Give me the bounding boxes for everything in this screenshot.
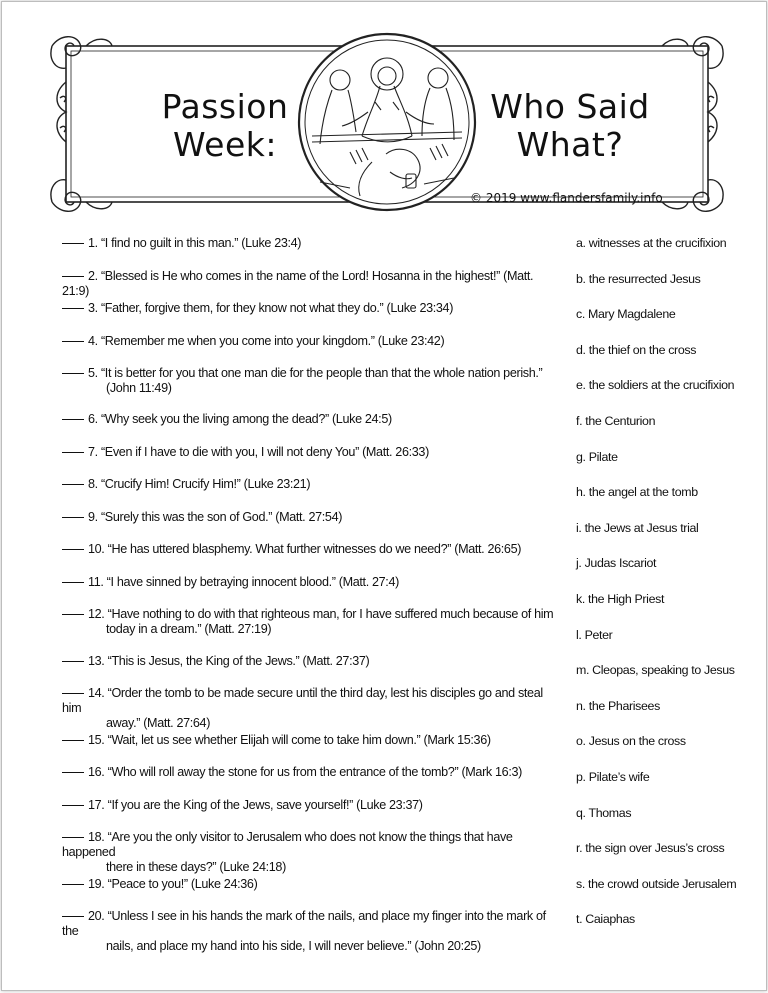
question-number: 9. xyxy=(88,510,101,524)
question-item xyxy=(62,477,562,492)
question-number: 12. xyxy=(88,607,108,621)
copyright-text: © 2019 www.flandersfamily.info xyxy=(470,191,663,205)
question-item xyxy=(62,301,562,316)
question-text: “Crucify Him! Crucify Him!” (Luke 23:21) xyxy=(100,477,311,491)
question-item xyxy=(62,575,562,590)
question-item xyxy=(62,445,562,460)
question-item xyxy=(62,877,562,892)
question-item xyxy=(62,607,562,637)
answer-blank[interactable] xyxy=(62,772,84,773)
question-number: 4. xyxy=(88,334,101,348)
question-text: “Remember me when you come into your kingdom.” (Luke 23:42) xyxy=(100,334,445,348)
question-item xyxy=(62,269,562,299)
answer-option: n. the Pharisees xyxy=(576,698,660,713)
question-number: 3. xyxy=(88,301,101,315)
question-number: 15. xyxy=(88,733,108,747)
question-text: “Unless I see in his hands the mark of the nails, and place my finger into the mark of the xyxy=(62,909,546,938)
answer-option: i. the Jews at Jesus trial xyxy=(576,520,699,535)
question-number: 18. xyxy=(88,830,108,844)
header-banner xyxy=(50,32,724,212)
question-item xyxy=(62,542,562,557)
answer-option: k. the High Priest xyxy=(576,592,665,606)
answer-option: q. Thomas xyxy=(576,805,632,820)
title-line-who-said: Who Said xyxy=(490,87,650,126)
question-text: “Are you the only visitor to Jerusalem who does not know the things that have happened xyxy=(62,830,513,859)
answer-blank[interactable] xyxy=(62,693,84,694)
question-text: “Blessed is He who comes in the name of the Lord! Hosanna in the highest!” (Matt. 21:9) xyxy=(62,269,534,298)
answer-option: f. the Centurion xyxy=(576,414,656,428)
question-text: “I have sinned by betraying innocent blood.” (Matt. 27:4) xyxy=(106,575,399,589)
worksheet-page xyxy=(1,1,767,991)
question-item xyxy=(62,412,562,427)
question-number: 10. xyxy=(88,542,108,556)
question-number: 7. xyxy=(88,445,101,459)
answer-blank[interactable] xyxy=(62,614,84,615)
question-number: 5. xyxy=(88,366,101,380)
answer-option: r. the sign over Jesus’s cross xyxy=(576,841,725,856)
question-item xyxy=(62,909,562,954)
question-number: 16. xyxy=(88,765,108,779)
question-text: “Even if I have to die with you, I will not deny You” (Matt. 26:33) xyxy=(100,445,429,459)
question-number: 14. xyxy=(88,686,108,700)
question-text-continued: nails, and place my hand into his side, I will never believe.” (John 20:25) xyxy=(106,939,481,953)
answer-blank[interactable] xyxy=(62,837,84,838)
question-number: 8. xyxy=(88,477,101,491)
answer-blank[interactable] xyxy=(62,661,84,662)
question-number: 17. xyxy=(88,798,108,812)
question-text: “Who will roll away the stone for us from the entrance of the tomb?” (Mark 16:3) xyxy=(107,765,522,779)
question-item xyxy=(62,798,562,813)
answer-blank[interactable] xyxy=(62,740,84,741)
question-item xyxy=(62,236,562,251)
question-number: 6. xyxy=(88,412,101,426)
answer-option: h. the angel at the tomb xyxy=(576,485,698,500)
question-number: 2. xyxy=(88,269,101,283)
question-item xyxy=(62,366,562,396)
question-text: “Why seek you the living among the dead?” (Luke 24:5) xyxy=(100,412,392,426)
answer-option: a. witnesses at the crucifixion xyxy=(576,236,727,250)
answer-option: b. the resurrected Jesus xyxy=(576,271,701,286)
answer-blank[interactable] xyxy=(62,341,84,342)
answer-option: t. Caiaphas xyxy=(576,912,635,927)
title-left xyxy=(130,88,320,164)
question-text: “Order the tomb to be made secure until the third day, lest his disciples go and steal him xyxy=(62,686,543,715)
answer-option: e. the soldiers at the crucifixion xyxy=(576,378,735,393)
question-text: “If you are the King of the Jews, save yourself!” (Luke 23:37) xyxy=(107,798,423,812)
question-text: “Father, forgive them, for they know not what they do.” (Luke 23:34) xyxy=(100,301,454,315)
question-number: 20. xyxy=(88,909,108,923)
question-text: “Wait, let us see whether Elijah will come to take him down.” (Mark 15:36) xyxy=(107,733,491,747)
title-line-week: Week: xyxy=(172,125,278,164)
question-text: “Peace to you!” (Luke 24:36) xyxy=(107,877,258,891)
answer-blank[interactable] xyxy=(62,308,84,309)
answer-blank[interactable] xyxy=(62,884,84,885)
answer-option: d. the thief on the cross xyxy=(576,342,697,357)
title-line-passion: Passion xyxy=(161,87,289,126)
question-text-continued: away.” (Matt. 27:64) xyxy=(106,716,211,730)
question-text: “Surely this was the son of God.” (Matt. 27:54) xyxy=(100,510,343,524)
answer-blank[interactable] xyxy=(62,452,84,453)
question-text: “He has uttered blasphemy. What further witnesses do we need?” (Matt. 26:65) xyxy=(107,542,522,556)
question-item xyxy=(62,733,562,748)
answer-blank[interactable] xyxy=(62,276,84,277)
question-item xyxy=(62,654,562,669)
question-text: “This is Jesus, the King of the Jews.” (Matt. 27:37) xyxy=(107,654,370,668)
question-number: 1. xyxy=(88,236,101,250)
answer-option: j. Judas Iscariot xyxy=(576,556,657,571)
answer-blank[interactable] xyxy=(62,582,84,583)
answer-option: g. Pilate xyxy=(576,449,618,464)
title-line-what: What? xyxy=(516,125,624,164)
answer-blank[interactable] xyxy=(62,805,84,806)
question-text: “Have nothing to do with that righteous man, for I have suffered much because of him xyxy=(107,607,554,621)
question-number: 19. xyxy=(88,877,108,891)
question-text-continued: today in a dream.” (Matt. 27:19) xyxy=(106,622,272,636)
answer-blank[interactable] xyxy=(62,517,84,518)
answer-blank[interactable] xyxy=(62,373,84,374)
title-right xyxy=(470,88,670,164)
answer-blank[interactable] xyxy=(62,484,84,485)
answer-blank[interactable] xyxy=(62,916,84,917)
question-text-continued: (John 11:49) xyxy=(106,381,172,395)
answer-option: m. Cleopas, speaking to Jesus xyxy=(576,663,735,678)
answer-blank[interactable] xyxy=(62,419,84,420)
question-text: “It is better for you that one man die for the people than that the whole nation perish.” xyxy=(100,366,543,380)
answer-blank[interactable] xyxy=(62,243,84,244)
question-number: 11. xyxy=(88,575,107,589)
answer-option: s. the crowd outside Jerusalem xyxy=(576,876,737,891)
question-text: “I find no guilt in this man.” (Luke 23:4) xyxy=(100,236,302,250)
answer-option: c. Mary Magdalene xyxy=(576,307,676,322)
question-item xyxy=(62,830,562,875)
question-number: 13. xyxy=(88,654,108,668)
question-item xyxy=(62,686,562,731)
question-item xyxy=(62,334,562,349)
question-item xyxy=(62,765,562,780)
answer-option: l. Peter xyxy=(576,627,613,642)
question-item xyxy=(62,510,562,525)
answer-option: o. Jesus on the cross xyxy=(576,734,686,749)
question-text-continued: there in these days?” (Luke 24:18) xyxy=(106,860,286,874)
answer-blank[interactable] xyxy=(62,549,84,550)
answer-option: p. Pilate’s wife xyxy=(576,770,650,784)
